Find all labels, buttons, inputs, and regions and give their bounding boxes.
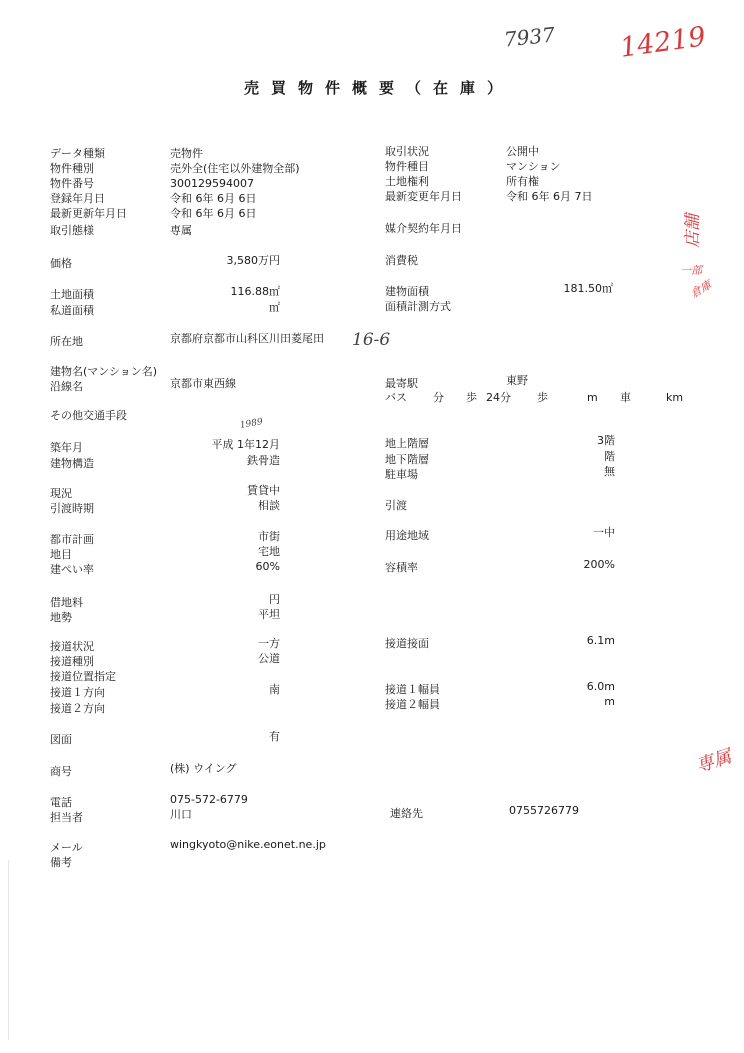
handwritten-side-note-3: 倉庫	[688, 278, 714, 301]
label-company: 商号	[50, 765, 72, 778]
value-road-type: 公道	[258, 652, 280, 665]
label-terrain: 地勢	[50, 611, 72, 624]
value-parking: 無	[604, 465, 615, 478]
label-built-date: 築年月	[50, 441, 83, 454]
label-price: 価格	[50, 257, 72, 270]
label-road-frontage: 接道接面	[385, 637, 429, 650]
value-contact-person: 川口	[170, 808, 192, 821]
label-floor-area-ratio: 容積率	[385, 561, 418, 574]
label-last-change-date: 最新変更年月日	[385, 190, 462, 203]
label-drawings: 図面	[50, 733, 72, 746]
label-other-transport: その他交通手段	[50, 409, 127, 422]
label-last-update-date: 最新更新年月日	[50, 207, 127, 220]
label-remarks: 備考	[50, 856, 72, 869]
label-consumption-tax: 消費税	[385, 254, 418, 267]
value-transaction-status: 公開中	[506, 145, 539, 158]
value-private-road-area: ㎡	[269, 301, 280, 314]
value-floors-above: 3階	[597, 434, 615, 447]
label-road-position-designation: 接道位置指定	[50, 670, 116, 683]
value-structure: 鉄骨造	[247, 454, 280, 467]
value-handover-timing: 相談	[258, 499, 280, 512]
label-parking: 駐車場	[385, 468, 418, 481]
value-property-type: 売外全(住宅以外建物全部)	[170, 162, 300, 175]
label-road1-width: 接道１幅員	[385, 683, 440, 696]
value-road1-direction: 南	[269, 683, 280, 696]
label-property-number: 物件番号	[50, 177, 94, 190]
handwritten-lot-number: 16-6	[352, 330, 391, 350]
value-current-status: 賃貸中	[247, 484, 280, 497]
value-contact: 0755726779	[509, 804, 579, 817]
value-land-rent: 円	[269, 593, 280, 606]
label-contact: 連絡先	[390, 807, 423, 820]
label-nearest-station: 最寄駅	[385, 377, 418, 390]
meter-unit: m	[587, 391, 598, 404]
label-coverage-ratio: 建ぺい率	[50, 563, 94, 576]
walk-label: 歩	[466, 391, 477, 404]
label-road-type: 接道種別	[50, 655, 94, 668]
label-handover-timing: 引渡時期	[50, 502, 94, 515]
label-road1-direction: 接道１方向	[50, 686, 105, 699]
label-area-measurement: 面積計測方式	[385, 300, 451, 313]
km-unit: km	[666, 391, 684, 404]
value-land-area: 116.88㎡	[230, 285, 280, 298]
label-transaction-mode: 取引態様	[50, 224, 94, 237]
value-property-number: 300129594007	[170, 177, 254, 190]
value-built-date: 平成 1年12月	[211, 438, 280, 451]
label-registration-date: 登録年月日	[50, 192, 105, 205]
label-floors-above: 地上階層	[385, 437, 429, 450]
value-phone: 075-572-6779	[170, 793, 248, 806]
value-road-frontage: 6.1m	[586, 634, 615, 647]
value-city-planning: 市街	[258, 530, 280, 543]
label-bus: バス	[385, 391, 407, 404]
label-floors-below: 地下階層	[385, 453, 429, 466]
label-land-category: 地目	[50, 548, 72, 561]
label-location: 所在地	[50, 335, 83, 348]
value-road2-width: m	[604, 695, 615, 708]
handwritten-year: 1989	[239, 417, 264, 431]
label-structure: 建物構造	[50, 457, 94, 470]
label-email: メール	[50, 841, 83, 854]
value-last-update-date: 令和 6年 6月 6日	[170, 207, 257, 220]
label-contact-person: 担当者	[50, 811, 83, 824]
label-land-area: 土地面積	[50, 288, 94, 301]
value-drawings: 有	[269, 730, 280, 743]
label-property-type: 物件種別	[50, 162, 94, 175]
label-road-status: 接道状況	[50, 640, 94, 653]
handwritten-side-note-4: 専属	[693, 745, 735, 778]
label-road2-width: 接道２幅員	[385, 698, 440, 711]
value-floor-area-ratio: 200%	[583, 558, 615, 571]
handwritten-number-top-left: 7937	[502, 22, 557, 52]
walk2-label: 歩	[537, 391, 548, 404]
label-transaction-status: 取引状況	[385, 145, 429, 158]
label-data-type: データ種類	[50, 147, 105, 160]
walk-value: 24分	[486, 391, 511, 404]
value-building-area: 181.50㎡	[563, 282, 613, 295]
value-property-item: マンション	[506, 160, 561, 173]
label-property-item: 物件種目	[385, 160, 429, 173]
value-floors-below: 階	[604, 450, 615, 463]
value-registration-date: 令和 6年 6月 6日	[170, 192, 257, 205]
value-data-type: 売物件	[170, 147, 203, 160]
value-location: 京都府京都市山科区川田菱尾田	[170, 332, 324, 345]
value-email[interactable]: wingkyoto@nike.eonet.ne.jp	[170, 838, 326, 851]
label-land-rent: 借地料	[50, 596, 83, 609]
value-land-category: 宅地	[258, 545, 280, 558]
value-company: (株) ウイング	[170, 762, 237, 775]
label-agency-contract-date: 媒介契約年月日	[385, 222, 462, 235]
document-title: 売買物件概要（在庫）	[244, 79, 515, 97]
label-land-rights: 土地権利	[385, 175, 429, 188]
bus-minutes-unit: 分	[433, 391, 444, 404]
label-current-status: 現況	[50, 487, 72, 500]
handwritten-side-note-1: 店舗	[683, 214, 703, 248]
value-price: 3,580万円	[226, 254, 280, 267]
label-use-district: 用途地域	[385, 529, 429, 542]
value-use-district: 一中	[593, 526, 615, 539]
scan-edge-line	[8, 860, 9, 1040]
value-land-rights: 所有権	[506, 175, 539, 188]
label-private-road-area: 私道面積	[50, 304, 94, 317]
label-phone: 電話	[50, 796, 72, 809]
value-coverage-ratio: 60%	[255, 560, 280, 573]
value-road1-width: 6.0m	[586, 680, 615, 693]
value-transaction-mode: 専属	[170, 224, 192, 237]
value-road-status: 一方	[258, 637, 280, 650]
handwritten-side-note-2: 一部	[680, 264, 702, 277]
value-nearest-station: 東野	[506, 374, 528, 387]
label-road2-direction: 接道２方向	[50, 702, 105, 715]
handwritten-number-top-right: 14219	[618, 21, 708, 64]
value-railway-line: 京都市東西線	[170, 377, 236, 390]
car-label: 車	[620, 391, 631, 404]
value-terrain: 平坦	[258, 608, 280, 621]
label-building-name: 建物名(マンション名)	[50, 365, 158, 378]
label-handover: 引渡	[385, 499, 407, 512]
label-city-planning: 都市計画	[50, 533, 94, 546]
label-building-area: 建物面積	[385, 285, 429, 298]
label-railway-line: 沿線名	[50, 380, 83, 393]
value-last-change-date: 令和 6年 6月 7日	[506, 190, 593, 203]
